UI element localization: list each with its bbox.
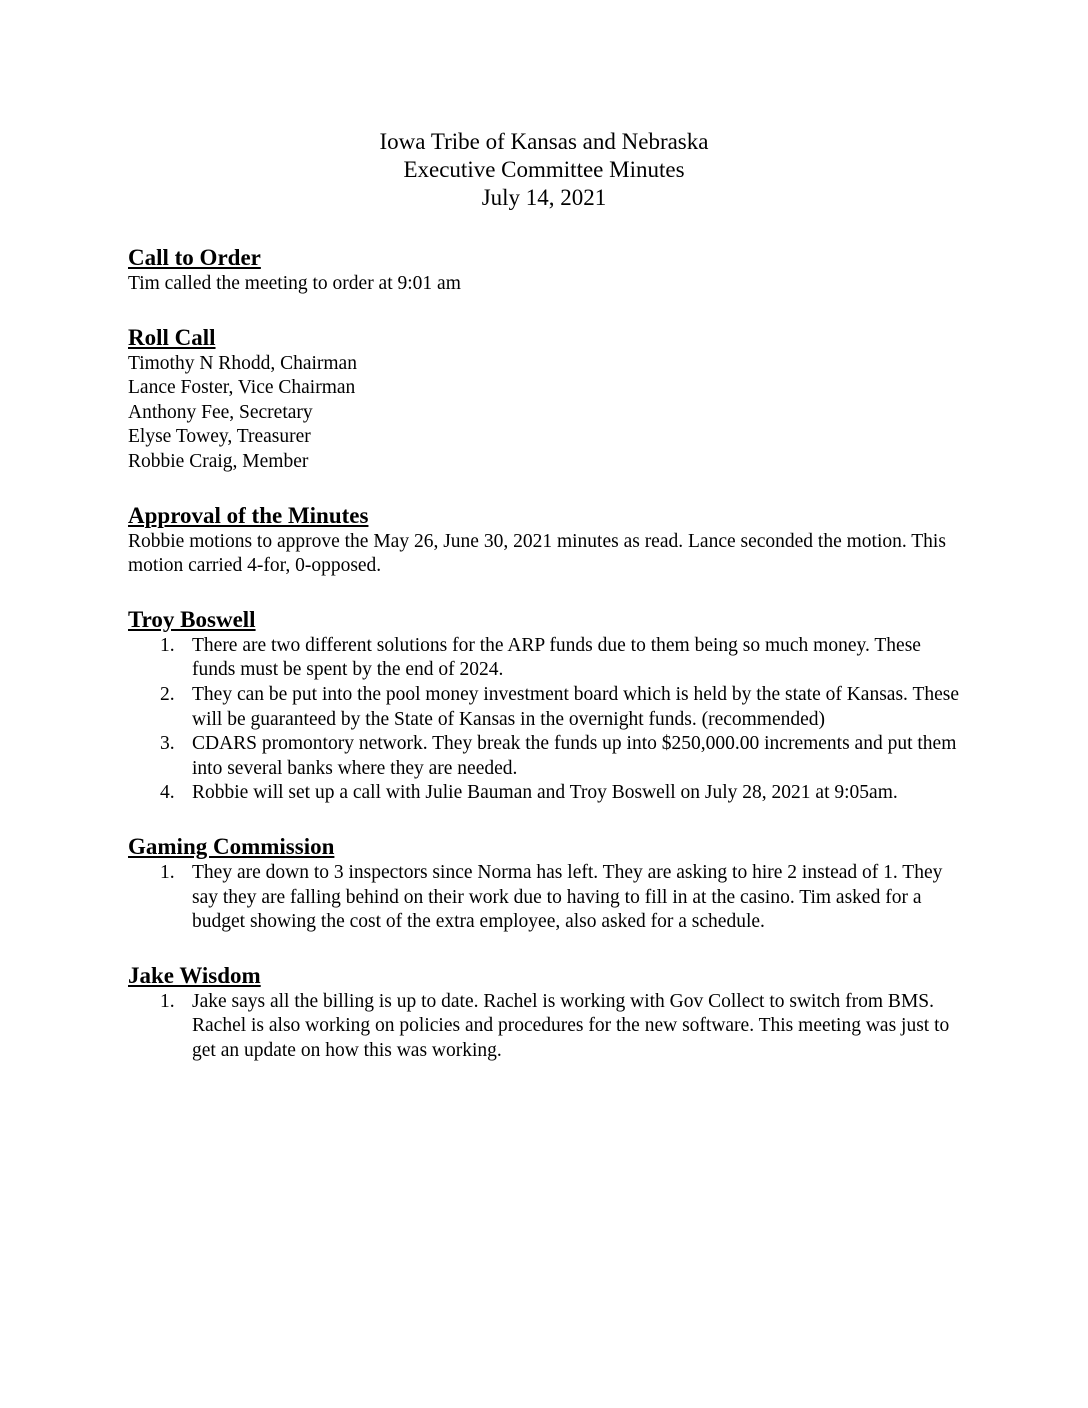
- roll-call-member: Timothy N Rhodd, Chairman: [128, 352, 357, 374]
- section-gaming-commission: [128, 833, 968, 935]
- section-jake-wisdom: [128, 962, 968, 1064]
- roll-call-member: Anthony Fee, Secretary: [128, 401, 313, 423]
- list-item-text: CDARS promontory network. They break the funds up into $250,000.00 increments and put them into several banks where they are needed.: [192, 733, 957, 779]
- minutes-body: [128, 244, 968, 1063]
- section-heading-troy-boswell: Troy Boswell: [128, 606, 256, 632]
- list-item-text: They are down to 3 inspectors since Norma has left. They are asking to hire 2 instead of 1. They say they are falling behind on their work due to having to fill in at the casino. Tim asked for a budget showing the cost of the extra employee, also asked for a schedule.: [192, 861, 943, 933]
- section-heading-roll-call: Roll Call: [128, 324, 216, 350]
- list-item: [128, 861, 968, 935]
- list-item-number: 1.: [160, 861, 175, 883]
- list-item-text: Robbie will set up a call with Julie Bauman and Troy Boswell on July 28, 2021 at 9:05am.: [192, 782, 898, 804]
- roll-call-member: Robbie Craig, Member: [128, 450, 309, 472]
- list-item: [128, 990, 968, 1064]
- jake-wisdom-list: [128, 990, 968, 1064]
- document-header: [0, 128, 1088, 212]
- meeting-date: July 14, 2021: [481, 185, 607, 210]
- list-item-number: 1.: [160, 990, 175, 1012]
- section-call-to-order: [128, 244, 968, 297]
- list-item-number: 4.: [160, 782, 175, 804]
- section-heading-call-to-order: Call to Order: [128, 245, 261, 270]
- list-item-number: 2.: [160, 683, 175, 705]
- list-item: [128, 634, 968, 683]
- list-item: [128, 781, 968, 806]
- roll-call-member: Lance Foster, Vice Chairman: [128, 377, 356, 399]
- document-title: Executive Committee Minutes: [403, 157, 685, 182]
- section-roll-call: [128, 324, 968, 475]
- list-item: [128, 683, 968, 732]
- list-item: [128, 732, 968, 781]
- troy-boswell-list: [128, 634, 968, 806]
- list-item-number: 1.: [160, 634, 175, 656]
- list-item-text: They can be put into the pool money investment board which is held by the state of Kansas. These will be guaranteed by the State of Kansas in the overnight funds. (recommended): [192, 683, 960, 730]
- section-heading-approval: Approval of the Minutes: [128, 502, 369, 528]
- section-heading-gaming-commission: Gaming Commission: [128, 833, 335, 859]
- roll-call-member: Elyse Towey, Treasurer: [128, 426, 311, 448]
- section-heading-jake-wisdom: Jake Wisdom: [128, 962, 261, 988]
- list-item-text: There are two different solutions for the ARP funds due to them being so much money. These funds must be spent by the end of 2024.: [192, 634, 921, 681]
- organization-name: Iowa Tribe of Kansas and Nebraska: [379, 129, 709, 154]
- section-troy-boswell: [128, 606, 968, 806]
- approval-text: Robbie motions to approve the May 26, June 30, 2021 minutes as read. Lance seconded the motion. This motion carried 4-for, 0-opposed.: [128, 530, 946, 577]
- list-item-number: 3.: [160, 733, 175, 755]
- gaming-commission-list: [128, 861, 968, 935]
- list-item-text: Jake says all the billing is up to date. Rachel is working with Gov Collect to switch from BMS. Rachel is also working on policies and procedures for the new software. This meeting was just to get an update on how this was working.: [192, 990, 950, 1061]
- section-approval-of-minutes: [128, 502, 968, 579]
- call-to-order-text: Tim called the meeting to order at 9:01 am: [128, 273, 461, 294]
